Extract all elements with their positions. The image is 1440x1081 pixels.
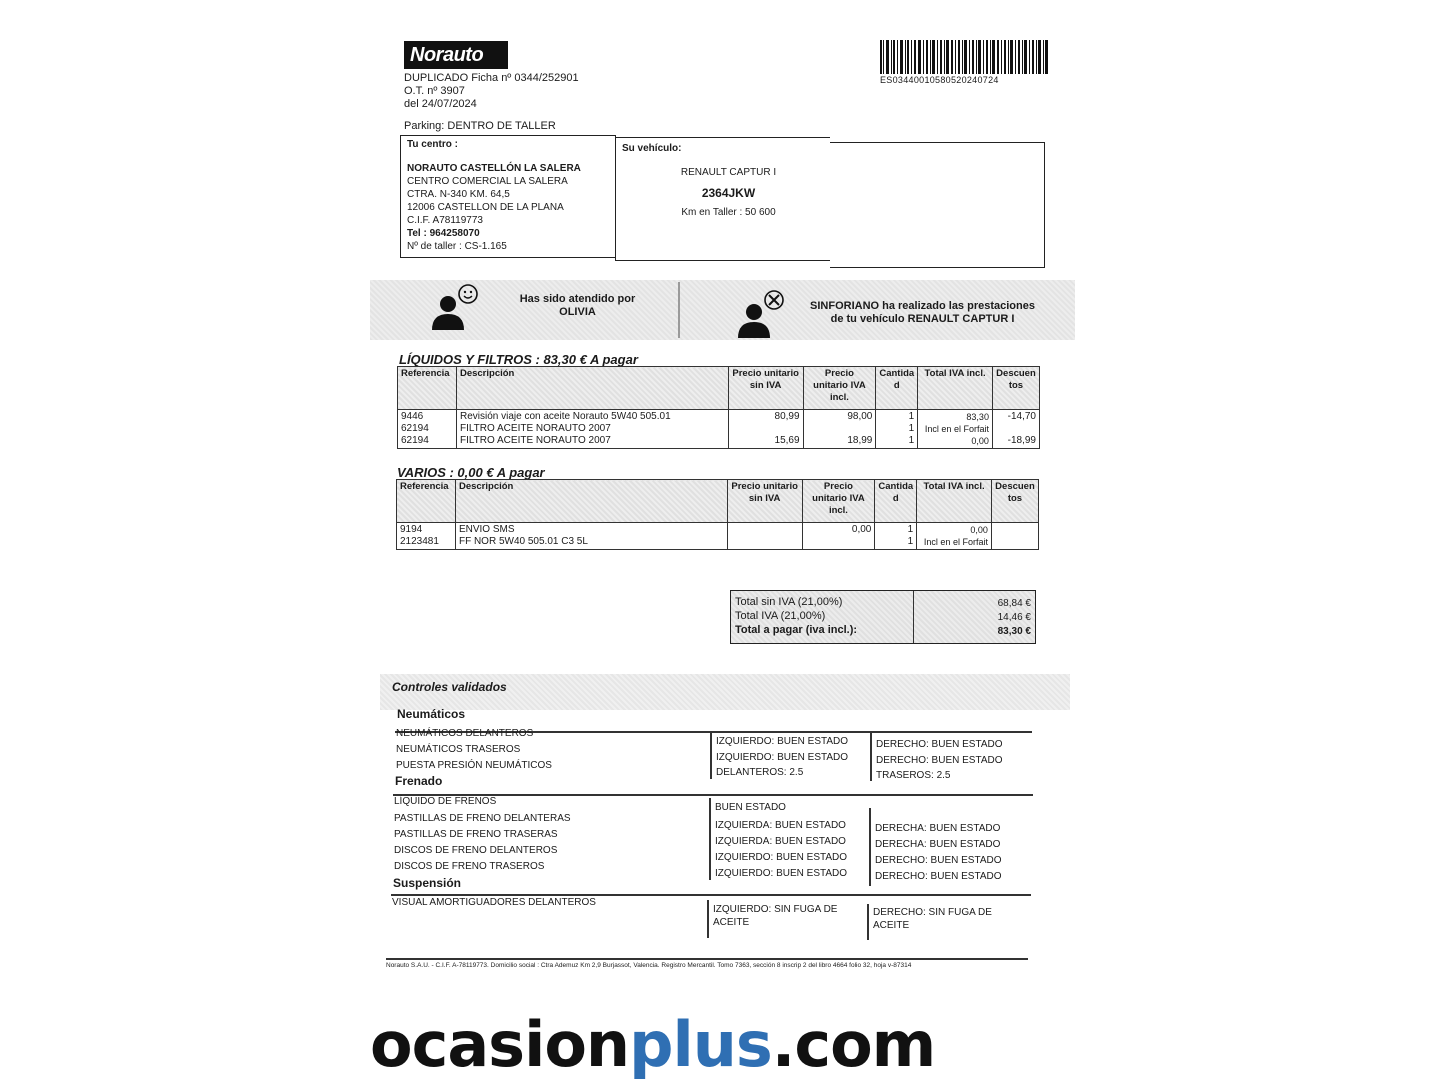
document-date: del 24/07/2024 bbox=[404, 98, 477, 110]
control-left-result: IZQUIERDO: SIN FUGA DE ACEITE bbox=[713, 904, 838, 928]
total-cell: 0,00 bbox=[971, 436, 989, 446]
desc-cell: ENVIO SMS bbox=[458, 524, 515, 535]
qty-cell: 1 bbox=[908, 423, 915, 434]
varios-table bbox=[396, 479, 1039, 550]
centro-phone: Tel : 964258070 bbox=[407, 228, 480, 239]
barcode bbox=[880, 40, 1048, 74]
divider bbox=[870, 733, 872, 781]
control-item: NEUMÁTICOS DELANTEROS bbox=[396, 728, 534, 739]
totals-box bbox=[730, 590, 1036, 644]
divider bbox=[869, 808, 871, 886]
control-left-result: IZQUIERDO: BUEN ESTADO bbox=[716, 752, 849, 763]
centro-label: Tu centro : bbox=[407, 139, 458, 150]
col-header-price-no-vat: Precio unitario sin IVA bbox=[727, 480, 802, 523]
totals-values bbox=[914, 591, 1035, 643]
suspension-heading: Suspensión bbox=[393, 876, 462, 890]
price-vat-cell: 0,00 bbox=[851, 524, 872, 535]
control-right-result: DERECHO: SIN FUGA DE ACEITE bbox=[873, 907, 992, 931]
divider bbox=[709, 798, 711, 880]
discount-cell: -18,99 bbox=[1007, 435, 1036, 446]
watermark-part: .com bbox=[771, 1008, 936, 1081]
banner-divider bbox=[678, 282, 680, 338]
col-header-total: Total IVA incl. bbox=[918, 367, 993, 410]
qty-cell: 1 bbox=[907, 536, 914, 547]
col-header-total: Total IVA incl. bbox=[917, 480, 992, 523]
frenado-heading: Frenado bbox=[395, 774, 443, 788]
mechanic-person-icon bbox=[734, 288, 790, 338]
vehicle-km: Km en Taller : 50 600 bbox=[681, 207, 776, 218]
vehicle-label: Su vehículo: bbox=[622, 143, 682, 154]
total-vat-value: 14,46 € bbox=[997, 612, 1031, 623]
mechanic-text: SINFORIANO ha realizado las prestaciones de tu vehículo RENAULT CAPTUR I bbox=[810, 300, 1035, 325]
ref-cell: 9446 bbox=[401, 411, 424, 422]
ref-cell: 62194 bbox=[401, 435, 429, 446]
col-header-price-vat: Precio unitario IVA incl. bbox=[803, 367, 876, 410]
varios-title: VARIOS : 0,00 € A pagar bbox=[397, 465, 545, 480]
total-cell: Incl en el Forfait bbox=[924, 424, 989, 434]
desc-cell: Revisión viaje con aceite Norauto 5W40 505.01 bbox=[459, 411, 671, 422]
col-header-qty: Cantida d bbox=[875, 480, 917, 523]
control-item: DISCOS DE FRENO DELANTEROS bbox=[394, 845, 558, 856]
col-header-discount: Descuen tos bbox=[992, 367, 1039, 410]
attended-by-text: Has sido atendido por OLIVIA bbox=[519, 293, 636, 318]
ref-cell: 9194 bbox=[400, 524, 423, 535]
col-header-price-vat: Precio unitario IVA incl. bbox=[802, 480, 875, 523]
ref-cell: 2123481 bbox=[400, 536, 439, 547]
total-vat-label: Total IVA (21,00%) bbox=[735, 610, 826, 622]
control-left-result: IZQUIERDO: BUEN ESTADO bbox=[715, 868, 848, 879]
control-right-result: DERECHA: BUEN ESTADO bbox=[875, 839, 1001, 850]
price-vat-cell: 18,99 bbox=[847, 435, 873, 446]
control-item: PASTILLAS DE FRENO DELANTERAS bbox=[394, 813, 571, 824]
centro-line: C.I.F. A78119773 bbox=[407, 215, 483, 226]
vehicle-plate: 2364JKW bbox=[701, 186, 756, 200]
centro-line: CTRA. N-340 KM. 64,5 bbox=[407, 189, 510, 200]
liquidos-title: LÍQUIDOS Y FILTROS : 83,30 € A pagar bbox=[399, 352, 638, 367]
col-header-qty: Cantida d bbox=[876, 367, 918, 410]
price-cell: 15,69 bbox=[774, 435, 800, 446]
barcode-number: ES0344001058052024072​4 bbox=[880, 75, 999, 85]
controles-title: Controles validados bbox=[392, 680, 507, 694]
control-right-result: TRASEROS: 2.5 bbox=[876, 770, 951, 781]
vehicle-box bbox=[615, 137, 830, 261]
col-header-ref: Referencia bbox=[397, 480, 456, 523]
control-right-result: DERECHO: BUEN ESTADO bbox=[876, 739, 1003, 750]
ocasionplus-watermark bbox=[370, 1010, 1070, 1080]
centro-line: 12006 CASTELLON DE LA PLANA bbox=[407, 202, 564, 213]
col-header-price-no-vat: Precio unitario sin IVA bbox=[728, 367, 803, 410]
desc-cell: FILTRO ACEITE NORAUTO 2007 bbox=[459, 423, 611, 434]
discount-cell: -14,70 bbox=[1007, 411, 1036, 422]
watermark-part: ocasion bbox=[370, 1008, 630, 1081]
duplicate-line: DUPLICADO Ficha nº 0344/252901 bbox=[404, 72, 579, 84]
vehicle-model: RENAULT CAPTUR I bbox=[680, 167, 777, 178]
total-cell: 0,00 bbox=[970, 525, 988, 535]
control-right-result: DERECHA: BUEN ESTADO bbox=[875, 823, 1001, 834]
control-left-result: IZQUIERDA: BUEN ESTADO bbox=[715, 820, 846, 831]
qty-cell: 1 bbox=[908, 411, 915, 422]
total-no-vat-label: Total sin IVA (21,00%) bbox=[735, 596, 843, 608]
redacted-box bbox=[830, 142, 1045, 268]
centro-name: NORAUTO CASTELLÓN LA SALERA bbox=[407, 163, 581, 174]
desc-cell: FF NOR 5W40 505.01 C3 5L bbox=[458, 536, 588, 547]
total-payable-value: 83,30 € bbox=[997, 626, 1031, 637]
control-right-result: DERECHO: BUEN ESTADO bbox=[876, 755, 1003, 766]
price-cell: 80,99 bbox=[774, 411, 800, 422]
centro-box bbox=[400, 135, 616, 258]
totals-labels bbox=[731, 591, 914, 643]
legal-footer: Norauto S.A.U. - C.I.F. A-78119773. Domicilio social : Ctra Ademuz Km 2,9 Burjassot, Valencia. Registro Mercantil. Tomo 7363, sección 8 inscrip 2 del libro 4664 folio 32, hoja v-87314 bbox=[386, 962, 912, 969]
control-item: NEUMÁTICOS TRASEROS bbox=[396, 744, 521, 755]
control-right-result: DERECHO: BUEN ESTADO bbox=[875, 871, 1002, 882]
control-item: PASTILLAS DE FRENO TRASERAS bbox=[394, 829, 558, 840]
total-payable-label: Total a pagar (iva incl.): bbox=[735, 624, 858, 636]
desc-cell: FILTRO ACEITE NORAUTO 2007 bbox=[459, 435, 611, 446]
total-cell: Incl en el Forfait bbox=[923, 537, 988, 547]
centro-address bbox=[407, 162, 581, 253]
watermark-part: plus bbox=[629, 1008, 772, 1081]
qty-cell: 1 bbox=[907, 524, 914, 535]
control-item: PUESTA PRESIÓN NEUMÁTICOS bbox=[396, 760, 552, 771]
ref-cell: 62194 bbox=[401, 423, 429, 434]
smiley-person-icon bbox=[428, 282, 484, 330]
control-left-result: IZQUIERDA: BUEN ESTADO bbox=[715, 836, 846, 847]
price-vat-cell: 98,00 bbox=[847, 411, 873, 422]
control-left-result: IZQUIERDO: BUEN ESTADO bbox=[715, 852, 848, 863]
table-row bbox=[397, 523, 1039, 550]
neumaticos-heading: Neumáticos bbox=[397, 707, 466, 721]
total-cell: 83,30 bbox=[966, 412, 989, 422]
centro-line: CENTRO COMERCIAL LA SALERA bbox=[407, 176, 568, 187]
col-header-discount: Descuen tos bbox=[991, 480, 1038, 523]
divider bbox=[867, 904, 869, 940]
ot-number: O.T. nº 3907 bbox=[404, 85, 465, 97]
control-right-result: DERECHO: BUEN ESTADO bbox=[875, 855, 1002, 866]
col-header-ref: Referencia bbox=[398, 367, 457, 410]
qty-cell: 1 bbox=[908, 435, 915, 446]
control-item: VISUAL AMORTIGUADORES DELANTEROS bbox=[392, 897, 596, 908]
col-header-desc: Descripción bbox=[456, 367, 728, 410]
footer-divider bbox=[386, 958, 1028, 960]
control-item: DISCOS DE FRENO TRASEROS bbox=[394, 861, 545, 872]
divider bbox=[710, 731, 712, 779]
divider bbox=[707, 900, 709, 938]
centro-line: Nº de taller : CS-1.165 bbox=[407, 241, 507, 252]
parking-status: Parking: DENTRO DE TALLER bbox=[404, 120, 556, 132]
control-left-result: DELANTEROS: 2.5 bbox=[716, 767, 804, 778]
col-header-desc: Descripción bbox=[455, 480, 727, 523]
control-left-result: IZQUIERDO: BUEN ESTADO bbox=[716, 736, 849, 747]
control-item: LÍQUIDO DE FRENOS bbox=[394, 796, 497, 807]
norauto-logo: Norauto bbox=[404, 41, 508, 69]
liquidos-table bbox=[397, 366, 1040, 449]
table-row bbox=[398, 410, 1040, 449]
total-no-vat-value: 68,84 € bbox=[997, 598, 1031, 609]
control-left-result: BUEN ESTADO bbox=[715, 802, 786, 813]
